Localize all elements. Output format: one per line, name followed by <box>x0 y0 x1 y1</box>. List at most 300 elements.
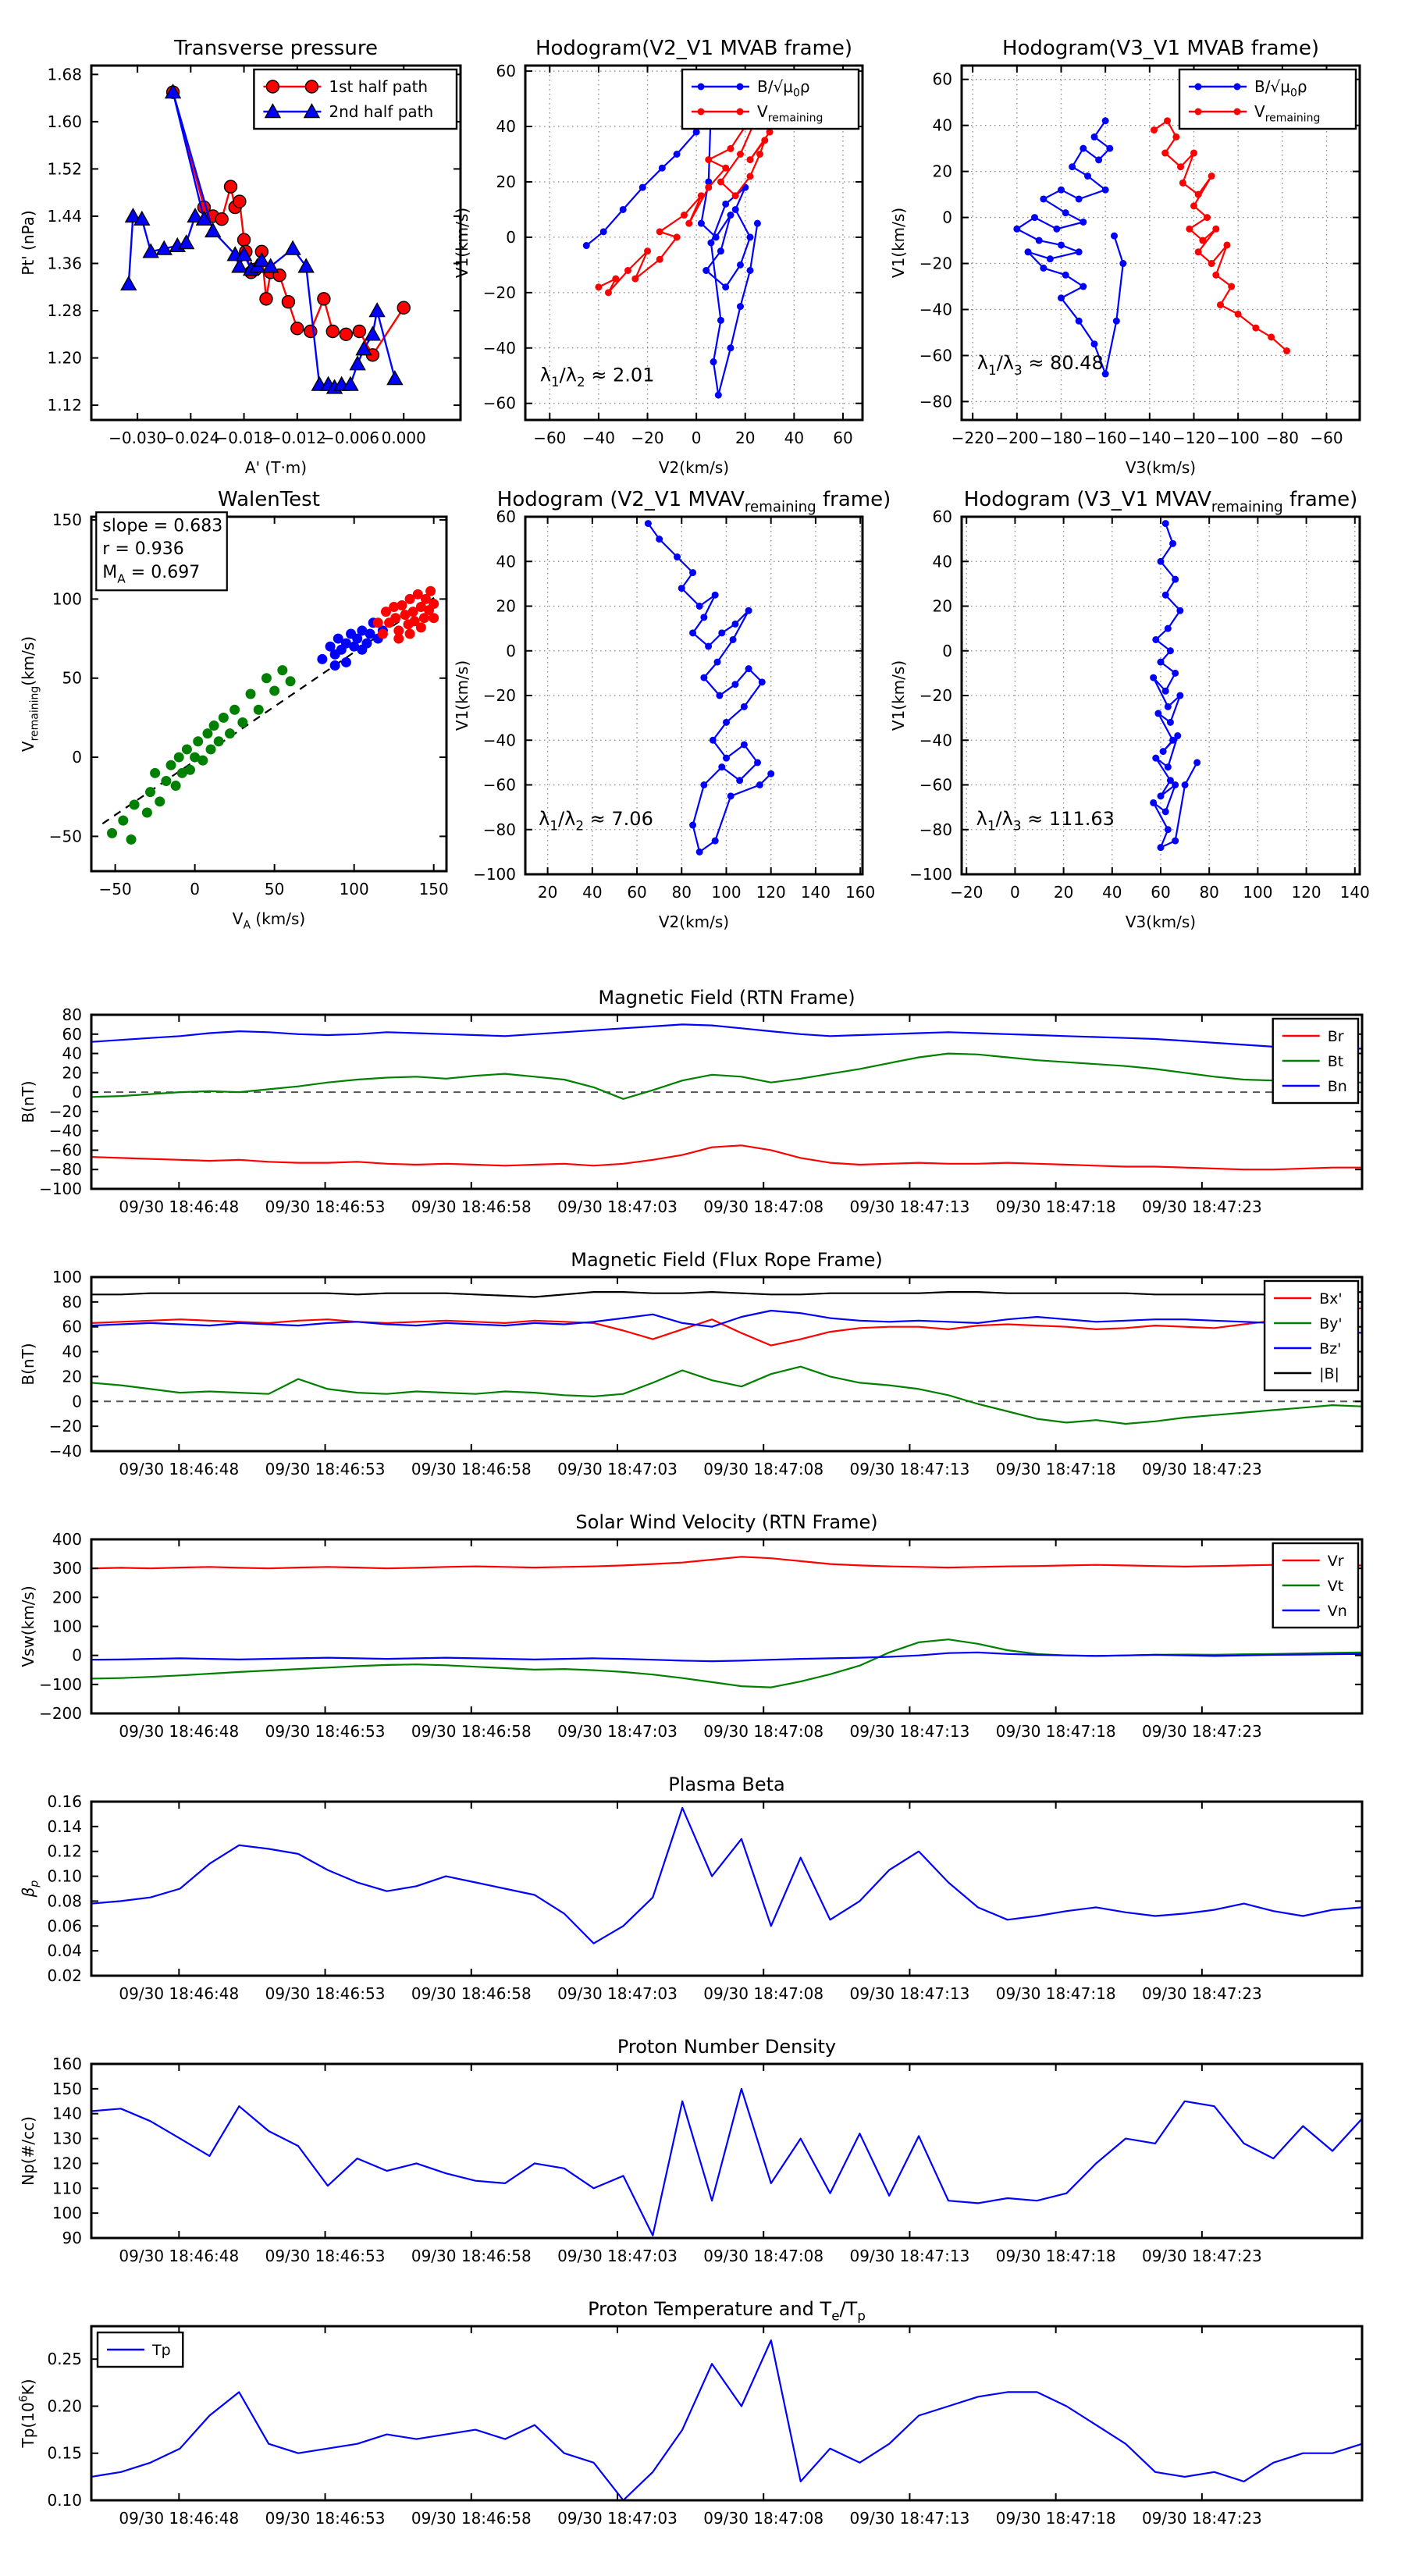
y-tick-label: 60 <box>496 62 516 81</box>
x-tick-label: −100 <box>1216 429 1260 447</box>
x-tick-label: 09/30 18:46:58 <box>411 1722 532 1741</box>
y-tick-label: 20 <box>62 1063 82 1083</box>
y-tick-label: −60 <box>919 775 952 795</box>
y-tick-label: −200 <box>39 1704 82 1723</box>
tick-labels <box>47 1792 1261 2003</box>
y-tick-label: 1.52 <box>47 159 82 179</box>
y-tick-label: 20 <box>932 162 952 181</box>
x-tick-label: 40 <box>784 429 805 447</box>
x-tick-label: 09/30 18:46:48 <box>119 1460 240 1478</box>
y-tick-label: 1.12 <box>47 396 82 415</box>
series-proton-density <box>91 2089 1362 2236</box>
y-tick-label: −100 <box>909 865 952 884</box>
x-tick-label: 09/30 18:47:13 <box>849 2247 970 2265</box>
legend <box>254 69 457 129</box>
y-tick-label: 40 <box>62 1342 82 1361</box>
y-tick-label: 0.14 <box>47 1816 82 1836</box>
x-tick-label: 09/30 18:46:58 <box>411 2247 532 2265</box>
y-axis-label: $\beta_p$ <box>19 1880 41 1898</box>
x-tick-label: 09/30 18:47:08 <box>703 1197 824 1216</box>
x-tick-label: 09/30 18:47:03 <box>557 1722 678 1741</box>
y-tick-label: −40 <box>48 1442 82 1461</box>
annotation <box>976 808 1115 834</box>
chart-title: Solar Wind Velocity (RTN Frame) <box>575 1511 878 1533</box>
y-tick-label: 60 <box>62 1317 82 1336</box>
y-tick-label: 150 <box>52 511 82 530</box>
y-tick-label: −60 <box>48 1140 82 1160</box>
legend <box>1179 69 1356 129</box>
x-tick-label: 09/30 18:47:03 <box>557 2247 678 2265</box>
x-tick-label: −80 <box>1265 429 1299 447</box>
y-tick-label: 0.08 <box>47 1891 82 1911</box>
x-tick-label: −40 <box>582 429 616 447</box>
x-tick-label: 09/30 18:47:18 <box>995 1460 1116 1478</box>
y-tick-label: 60 <box>62 1024 82 1044</box>
x-tick-label: 120 <box>756 883 786 902</box>
x-tick-label: 09/30 18:47:18 <box>995 1984 1116 2003</box>
y-tick-label: 40 <box>496 117 516 137</box>
y-tick-label: 0 <box>72 1392 82 1411</box>
chart-title: Hodogram (V2_V1 $MVAV_{remaining}$ frame) <box>496 488 891 516</box>
legend-label: 1st half path <box>329 77 429 96</box>
x-tick-label: 09/30 18:46:53 <box>265 2509 386 2528</box>
annotation <box>539 808 653 834</box>
x-tick-label: 09/30 18:47:23 <box>1141 2247 1262 2265</box>
y-tick-label: −20 <box>482 283 516 302</box>
series-Bx-prime <box>91 1308 1362 1346</box>
x-tick-label: 09/30 18:47:23 <box>1141 1197 1262 1216</box>
annotation-text: $\lambda_1/\lambda_3 \approx 111.63$ <box>976 808 1115 834</box>
x-tick-label: 09/30 18:47:18 <box>995 1197 1116 1216</box>
legend-label: Bn <box>1327 1078 1347 1095</box>
series-By-prime <box>91 1367 1362 1424</box>
legend <box>682 69 859 129</box>
y-axis-label: $Tp(10^6K)$ <box>17 2379 37 2448</box>
y-axis-label: B(nT) <box>19 1080 37 1123</box>
axis-ticks <box>91 1802 1362 1976</box>
y-axis-label: V1(km/s) <box>453 207 471 279</box>
chart-magnetic-field-rtn <box>19 987 1362 1216</box>
chart-svg-p4 <box>19 488 449 932</box>
chart-magnetic-field-flux-rope <box>19 1249 1362 1478</box>
series-Vr <box>91 1557 1362 1568</box>
series-Vn <box>91 1653 1362 1661</box>
x-tick-label: 09/30 18:47:13 <box>849 1722 970 1741</box>
x-tick-label: 09/30 18:46:48 <box>119 1197 240 1216</box>
series-Vt <box>91 1639 1362 1687</box>
axis-ticks <box>91 2064 1362 2238</box>
y-tick-label: −20 <box>48 1417 82 1436</box>
y-tick-label: −60 <box>482 775 516 795</box>
chart-transverse-pressure <box>19 37 461 477</box>
y-tick-label: 140 <box>52 2104 82 2123</box>
legend-label: |B| <box>1319 1365 1339 1382</box>
x-tick-label: 140 <box>1339 883 1370 902</box>
chart-walen-test <box>19 488 449 932</box>
x-tick-label: −60 <box>1310 429 1343 447</box>
chart-svg-pa <box>19 987 1362 1216</box>
series-plasma-beta <box>91 1808 1362 1944</box>
y-tick-label: 0.20 <box>47 2396 82 2416</box>
x-tick-label: 09/30 18:47:03 <box>557 1984 678 2003</box>
x-tick-label: 09/30 18:47:08 <box>703 2247 824 2265</box>
legend-label: Tp <box>152 2342 171 2359</box>
tick-labels <box>39 1530 1262 1741</box>
y-tick-label: 100 <box>52 2204 82 2223</box>
chart-svg-p1 <box>19 37 461 477</box>
x-tick-label: 09/30 18:46:58 <box>411 2509 532 2528</box>
y-tick-label: 50 <box>62 668 82 688</box>
y-tick-label: 1.44 <box>47 206 82 226</box>
chart-hodogram-v3v1-mvav <box>889 488 1370 931</box>
legend <box>1273 1019 1358 1103</box>
x-tick-label: 09/30 18:47:08 <box>703 1984 824 2003</box>
y-tick-label: 0.02 <box>47 1966 82 1985</box>
annotation <box>977 352 1104 378</box>
legend-label: Bx' <box>1319 1290 1343 1308</box>
x-tick-label: 40 <box>582 883 603 902</box>
x-tick-label: 150 <box>418 880 449 898</box>
chart-hodogram-v2v1-mvab <box>453 37 863 477</box>
series-Bn <box>91 1024 1362 1048</box>
y-axis-label: V1(km/s) <box>453 660 471 731</box>
y-axis-label: Np(#/cc) <box>19 2116 37 2186</box>
chart-title: Plasma Beta <box>668 1774 785 1795</box>
x-tick-label: 09/30 18:47:18 <box>995 1722 1116 1741</box>
annotation-text: $\lambda_1/\lambda_2 \approx 7.06$ <box>539 808 653 834</box>
y-tick-label: 0 <box>72 1646 82 1665</box>
x-tick-label: 09/30 18:47:13 <box>849 1984 970 2003</box>
x-tick-label: 100 <box>339 880 369 898</box>
x-tick-label: 60 <box>1151 883 1171 902</box>
chart-title: Transverse pressure <box>174 37 378 60</box>
x-tick-label: 09/30 18:47:03 <box>557 1460 678 1478</box>
y-tick-label: 300 <box>52 1559 82 1578</box>
y-tick-label: −20 <box>48 1101 82 1121</box>
y-tick-label: −100 <box>473 865 516 884</box>
chart-title: Proton Temperature and $T_e/T_p$ <box>588 2298 866 2324</box>
y-tick-label: 1.36 <box>47 254 82 273</box>
legend-label: 2nd half path <box>329 102 434 121</box>
y-tick-label: −40 <box>919 731 952 750</box>
chart-svg-p2 <box>453 37 863 477</box>
chart-svg-p5 <box>453 488 891 931</box>
legend-label: $V_{remaining}$ <box>757 102 823 125</box>
y-tick-label: −100 <box>39 1179 82 1198</box>
y-axis-label: B(nT) <box>19 1343 37 1386</box>
x-tick-label: 40 <box>1102 883 1122 902</box>
x-tick-label: 20 <box>735 429 756 447</box>
x-tick-label: 09/30 18:46:58 <box>411 1984 532 2003</box>
x-tick-label: −140 <box>1128 429 1172 447</box>
x-tick-label: 09/30 18:47:08 <box>703 1722 824 1741</box>
chart-proton-number-density <box>19 2036 1362 2265</box>
chart-svg-pb <box>19 1249 1362 1478</box>
axis-ticks <box>91 1277 1362 1451</box>
y-tick-label: 120 <box>52 2154 82 2173</box>
chart-solar-wind-velocity <box>19 1511 1362 1741</box>
x-tick-label: −50 <box>98 880 132 898</box>
x-tick-label: −0.012 <box>268 429 326 447</box>
y-axis-label: V1(km/s) <box>889 660 908 731</box>
x-tick-label: 100 <box>1243 883 1273 902</box>
annotation-line: r = 0.936 <box>102 539 184 560</box>
y-tick-label: 40 <box>932 552 952 571</box>
x-tick-label: 09/30 18:47:13 <box>849 2509 970 2528</box>
x-tick-label: 09/30 18:47:18 <box>995 2247 1116 2265</box>
x-tick-label: 09/30 18:46:48 <box>119 2247 240 2265</box>
chart-svg-p3 <box>889 37 1360 477</box>
x-tick-label: 09/30 18:47:23 <box>1141 1460 1262 1478</box>
y-tick-label: 90 <box>62 2229 82 2247</box>
chart-svg-pc <box>19 1511 1362 1741</box>
y-tick-label: 80 <box>62 1005 82 1024</box>
y-tick-label: −40 <box>482 731 516 750</box>
chart-svg-pe <box>19 2036 1362 2265</box>
y-tick-label: −60 <box>919 346 952 365</box>
series-Br <box>91 1145 1362 1169</box>
y-tick-label: 0.10 <box>47 1866 82 1886</box>
axes-frame <box>91 2064 1362 2238</box>
y-tick-label: 0 <box>506 641 516 660</box>
y-tick-label: −40 <box>482 338 516 358</box>
x-tick-label: 0 <box>1010 883 1020 902</box>
x-tick-label: 160 <box>845 883 876 902</box>
legend-label: Br <box>1327 1028 1344 1045</box>
x-tick-label: 09/30 18:47:23 <box>1141 1984 1262 2003</box>
y-tick-label: 1.68 <box>47 65 82 84</box>
y-tick-label: 0.15 <box>47 2443 82 2463</box>
axes-frame <box>91 1539 1362 1713</box>
x-tick-label: −60 <box>533 429 567 447</box>
tick-labels <box>473 507 875 902</box>
y-tick-label: 0 <box>72 748 82 767</box>
y-tick-label: −80 <box>482 820 516 839</box>
axes-frame <box>91 1802 1362 1976</box>
x-tick-label: −200 <box>995 429 1039 447</box>
x-tick-label: 0 <box>691 429 702 447</box>
y-tick-label: −40 <box>48 1121 82 1140</box>
x-tick-label: 09/30 18:46:58 <box>411 1460 532 1478</box>
y-tick-label: 200 <box>52 1588 82 1607</box>
chart-svg-pf <box>17 2298 1362 2528</box>
y-tick-label: −100 <box>39 1674 82 1694</box>
x-tick-label: 09/30 18:46:53 <box>265 1984 386 2003</box>
x-axis-label: V2(km/s) <box>658 913 730 931</box>
x-tick-label: 09/30 18:47:13 <box>849 1460 970 1478</box>
y-axis-label: $V_{remaining}(km/s)$ <box>19 635 41 753</box>
series-velocity-hodogram <box>645 520 774 856</box>
y-tick-label: 60 <box>932 69 952 89</box>
x-tick-label: 09/30 18:47:23 <box>1141 2509 1262 2528</box>
y-tick-label: 100 <box>52 1617 82 1636</box>
y-tick-label: 20 <box>62 1367 82 1386</box>
x-tick-label: 100 <box>711 883 742 902</box>
y-tick-label: 0 <box>72 1083 82 1102</box>
legend-label: $B/√\mu_0\rho$ <box>757 77 810 100</box>
x-tick-label: −0.018 <box>215 429 273 447</box>
series-B-magnitude <box>91 1292 1362 1297</box>
x-axis-label: V3(km/s) <box>1125 458 1197 477</box>
y-tick-label: 0 <box>942 641 952 660</box>
y-tick-label: 0.16 <box>47 1792 82 1811</box>
y-tick-label: 0.06 <box>47 1916 82 1936</box>
y-tick-label: 1.60 <box>47 112 82 131</box>
y-tick-label: 130 <box>52 2129 82 2148</box>
series-inbound-points <box>107 665 296 845</box>
y-tick-label: −80 <box>48 1160 82 1179</box>
chart-svg-p6 <box>889 488 1370 931</box>
legend <box>1273 1543 1358 1628</box>
x-tick-label: 50 <box>264 880 285 898</box>
x-tick-label: 60 <box>833 429 853 447</box>
y-tick-label: 60 <box>932 507 952 526</box>
annotation-text: $\lambda_1/\lambda_3 \approx 80.48$ <box>976 352 1104 378</box>
x-tick-label: 20 <box>537 883 558 902</box>
chart-title: Hodogram (V3_V1 $MVAV_{remaining}$ frame) <box>963 488 1358 516</box>
x-tick-label: 09/30 18:46:53 <box>265 1197 386 1216</box>
tick-labels <box>49 1268 1262 1478</box>
x-tick-label: 20 <box>1053 883 1074 902</box>
y-tick-label: 160 <box>52 2055 82 2073</box>
y-tick-label: 100 <box>52 589 82 609</box>
x-tick-label: −0.030 <box>108 429 167 447</box>
y-tick-label: 110 <box>52 2179 82 2198</box>
x-axis-label: A' (T·m) <box>244 458 308 477</box>
x-tick-label: 09/30 18:47:08 <box>703 1460 824 1478</box>
y-tick-label: 100 <box>52 1268 82 1286</box>
x-tick-label: 09/30 18:47:23 <box>1141 1722 1262 1741</box>
series-V-remaining <box>1151 117 1290 354</box>
chart-title: Proton Number Density <box>617 2036 837 2058</box>
x-tick-label: −160 <box>1083 429 1127 447</box>
y-tick-label: −80 <box>919 392 952 411</box>
series-velocity-hodogram <box>1150 520 1200 851</box>
annotation <box>96 512 227 590</box>
y-tick-label: −20 <box>919 686 952 705</box>
x-axis-label: V3(km/s) <box>1125 913 1197 931</box>
x-tick-label: 120 <box>1291 883 1321 902</box>
x-tick-label: 0 <box>190 880 200 898</box>
x-tick-label: 09/30 18:47:13 <box>849 1197 970 1216</box>
y-tick-label: 0.12 <box>47 1841 82 1861</box>
y-tick-label: 0 <box>506 227 516 247</box>
y-axis-label: Pt' (nPa) <box>19 210 37 276</box>
y-tick-label: 40 <box>62 1044 82 1063</box>
y-tick-label: 40 <box>932 116 952 135</box>
series-B-over-sqrt-mu0rho <box>1013 117 1126 377</box>
y-tick-label: 0 <box>942 208 952 227</box>
x-tick-label: 09/30 18:46:58 <box>411 1197 532 1216</box>
x-axis-label: V2(km/s) <box>658 458 730 477</box>
x-tick-label: −120 <box>1172 429 1215 447</box>
chart-title: Magnetic Field (RTN Frame) <box>598 987 855 1009</box>
series-proton-temperature <box>91 2340 1362 2500</box>
y-tick-label: 0.25 <box>47 2350 82 2369</box>
series-second-half-path <box>121 85 402 393</box>
x-tick-label: 0.000 <box>381 429 426 447</box>
y-tick-label: −50 <box>48 827 82 846</box>
y-tick-label: 0.04 <box>47 1941 82 1961</box>
x-tick-label: 09/30 18:47:18 <box>995 2509 1116 2528</box>
x-tick-label: 09/30 18:46:48 <box>119 2509 240 2528</box>
series-B-over-sqrt-mu0rho <box>583 104 761 399</box>
y-tick-label: 1.28 <box>47 301 82 321</box>
x-tick-label: −0.024 <box>162 429 220 447</box>
x-tick-label: 09/30 18:46:53 <box>265 1460 386 1478</box>
y-tick-label: 20 <box>932 596 952 616</box>
y-tick-label: −20 <box>919 254 952 273</box>
legend-label: Vt <box>1327 1578 1344 1595</box>
legend-label: $B/√\mu_0\rho$ <box>1254 77 1307 100</box>
y-tick-label: 400 <box>52 1530 82 1549</box>
chart-title: Hodogram(V3_V1 MVAB frame) <box>1001 37 1320 60</box>
legend-label: $V_{remaining}$ <box>1254 102 1321 125</box>
x-tick-label: 140 <box>800 883 831 902</box>
y-tick-label: 150 <box>52 2079 82 2098</box>
x-tick-label: −20 <box>950 883 984 902</box>
x-axis-label: $V_A$ (km/s) <box>232 909 306 932</box>
annotation <box>540 364 655 390</box>
x-tick-label: 60 <box>627 883 647 902</box>
tick-labels <box>52 2055 1262 2265</box>
legend <box>98 2332 183 2367</box>
x-tick-label: 09/30 18:46:53 <box>265 2247 386 2265</box>
legend-label: Vr <box>1327 1553 1344 1570</box>
y-tick-label: 40 <box>496 552 516 571</box>
x-tick-label: 09/30 18:46:48 <box>119 1722 240 1741</box>
y-axis-label: Vsw(km/s) <box>19 1585 37 1667</box>
tick-labels <box>909 507 1370 902</box>
chart-proton-temperature <box>17 2298 1362 2528</box>
x-tick-label: −180 <box>1040 429 1083 447</box>
series-outbound-points <box>373 586 439 644</box>
chart-hodogram-v3v1-mvab <box>889 37 1360 477</box>
x-tick-label: 09/30 18:47:08 <box>703 2509 824 2528</box>
y-tick-label: −80 <box>919 820 952 839</box>
y-tick-label: −60 <box>482 393 516 413</box>
x-tick-label: 09/30 18:47:03 <box>557 2509 678 2528</box>
y-tick-label: 80 <box>62 1292 82 1311</box>
y-tick-label: −40 <box>919 300 952 319</box>
chart-hodogram-v2v1-mvav <box>453 488 891 931</box>
x-tick-label: 80 <box>671 883 692 902</box>
x-tick-label: −220 <box>951 429 994 447</box>
legend <box>1264 1281 1358 1390</box>
chart-title: WalenTest <box>218 488 320 511</box>
x-tick-label: 09/30 18:46:48 <box>119 1984 240 2003</box>
x-tick-label: 80 <box>1199 883 1219 902</box>
legend-label: By' <box>1319 1315 1343 1332</box>
axes-frame <box>91 1277 1362 1451</box>
legend-label: Vn <box>1327 1603 1347 1620</box>
y-tick-label: 1.20 <box>47 348 82 368</box>
x-tick-label: −20 <box>631 429 664 447</box>
annotation-line: slope = 0.683 <box>102 516 223 536</box>
chart-svg-pd <box>19 1774 1362 2003</box>
y-tick-label: 0.10 <box>47 2491 82 2510</box>
y-tick-label: −20 <box>482 686 516 705</box>
x-tick-label: −0.006 <box>322 429 380 447</box>
y-tick-label: 20 <box>496 172 516 191</box>
x-tick-label: 09/30 18:46:53 <box>265 1722 386 1741</box>
annotation-text: $\lambda_1/\lambda_2 \approx 2.01$ <box>539 364 655 390</box>
chart-title: Magnetic Field (Flux Rope Frame) <box>571 1249 883 1271</box>
chart-plasma-beta <box>19 1774 1362 2003</box>
legend-label: Bt <box>1327 1053 1344 1070</box>
y-axis-label: V1(km/s) <box>889 207 908 279</box>
y-tick-label: 60 <box>496 507 516 526</box>
